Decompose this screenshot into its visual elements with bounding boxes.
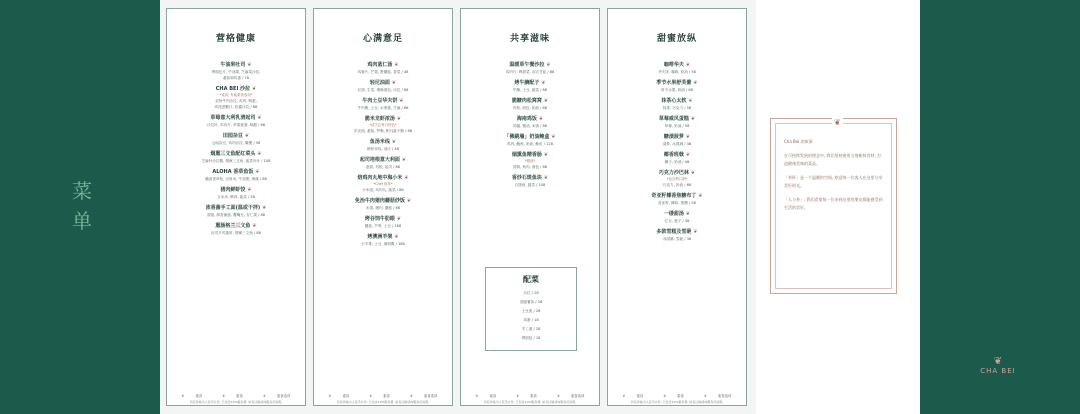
dish-name: 一缕甜汤 — [663, 211, 684, 217]
dish-description: 小羊排, 土豆, 薄荷酱 / 188 — [361, 242, 405, 246]
menu-item — [167, 168, 305, 182]
dish-description: 香肠, 鱼肉, 面包 / 88 — [512, 165, 548, 169]
intro-paragraph: 在可持续发展的理念中, 我们坚持使用当地新鲜食材, 打造健康美味的菜品。 — [784, 153, 882, 166]
side-title — [62, 176, 102, 236]
leaf-icon: ❦ — [406, 198, 412, 204]
menu-item-name-row — [461, 115, 599, 123]
legend-entry — [618, 394, 649, 398]
menu-item — [608, 151, 746, 165]
dish-description: 意面, 培根, 起司 / 88 — [365, 165, 401, 169]
intro-text — [776, 124, 891, 212]
legend-entry — [217, 394, 248, 398]
dish-name: 「佛跳墙」奶油鲍盒 — [504, 134, 550, 140]
legend-entry — [699, 394, 736, 398]
legend-label: 素食 — [636, 394, 644, 398]
leaf-icon: ❦ — [663, 394, 668, 398]
leaf-icon: ❦ — [262, 394, 267, 398]
legend-label: 素食 — [383, 394, 390, 398]
menu-item-name-row — [167, 150, 305, 158]
legend-label: 素食 — [342, 394, 350, 398]
menu-item-name-row — [608, 169, 746, 177]
menu-item — [167, 150, 305, 164]
price-footnote: 所有价格为人民币计价, 已包含10%服务费, 如有过敏请向服务员说明。 — [189, 400, 285, 404]
diet-legend — [608, 393, 746, 398]
dish-name: 巧克力沙巴林 — [658, 170, 689, 176]
menu-item — [167, 132, 305, 146]
leaf-icon: ❦ — [551, 134, 556, 140]
legend-entry — [658, 394, 689, 398]
dish-description: 吐司片鸡蛋饼, 烟熏三文鱼 / 88 — [211, 231, 261, 235]
leaf-icon: ❦ — [255, 169, 260, 175]
menu-item-name-row — [314, 115, 452, 123]
menu-item — [314, 79, 452, 93]
dish-description: 鸡肉片, 烤甜菜, 羽衣甘蓝 / 88 — [505, 70, 555, 74]
menu-item — [314, 233, 452, 247]
menu-item — [461, 79, 599, 93]
dish-description: 蘑菇, 芦笋, 土豆 / 168 — [364, 224, 402, 228]
dish-name: 温暖草午餐沙拉 — [509, 62, 545, 68]
logo-text: CHA BEI — [980, 367, 1016, 375]
leaf-icon: ❦ — [556, 394, 561, 398]
diet-legend — [461, 393, 599, 398]
menu-item — [167, 186, 305, 200]
dish-description: 椰子, 奶油 / 48 — [664, 160, 690, 164]
menu-item — [461, 151, 599, 170]
leaf-icon: ❦ — [622, 394, 627, 398]
legend-entry — [177, 394, 208, 398]
dish-description: 石斑鱼, 蔬菜 / 108 — [514, 183, 546, 187]
menu-item — [314, 215, 452, 229]
leaf-icon: ❦ — [516, 394, 521, 398]
menu-items — [167, 61, 305, 240]
menu-item-name-row — [608, 228, 746, 236]
side-title-char: 单 — [72, 209, 92, 233]
dish-description: 云南杂豆, 鸡肉沙拉, 橄榄 / 58 — [211, 141, 261, 145]
legend-entry — [324, 394, 355, 398]
dish-name: 轻尼油面 — [369, 80, 390, 86]
dish-name: 咖啡华夫 — [663, 62, 684, 68]
dish-name: ALOHA 香草鱼饭 — [212, 169, 254, 175]
dish-name: 鱼汤米线 — [369, 139, 390, 145]
menu-item-name-row — [167, 204, 305, 212]
leaf-icon: ❦ — [369, 394, 374, 398]
panel-title: 共享滋味 — [509, 34, 550, 44]
menu-item-name-row — [314, 138, 452, 146]
menu-panel-dessert — [607, 8, 747, 406]
menu-item — [314, 138, 452, 152]
menu-item-name-row — [167, 114, 305, 122]
panel-title: 营格健康 — [215, 34, 256, 44]
menu-item-name-row — [167, 168, 305, 176]
menu-item-name-row — [167, 61, 305, 69]
leaf-icon: ❦ — [399, 98, 404, 104]
legend-entry — [405, 394, 442, 398]
menu-item — [608, 97, 746, 111]
menu-item — [314, 97, 452, 111]
menu-item — [314, 61, 452, 75]
side-dish: 沙拉 / 28 — [523, 291, 539, 295]
menu-item-name-row — [314, 156, 452, 164]
side-dish: 鸡蛋 / 18 — [523, 318, 539, 322]
dish-description: 贝壳面, 番茄, 罗勒, 帕马森干酪 / 88 — [353, 129, 413, 133]
dish-description: 红豆, 莲子 / 38 — [664, 219, 690, 223]
dish-description: 芝麻叶沙拉酱, 烟熏三文鱼, 菠菜叶汁 / 108 — [201, 159, 271, 163]
dish-description: 鲜虾米线, 汤汁 / 48 — [367, 147, 399, 151]
legend-entry — [364, 394, 395, 398]
menu-item — [167, 61, 305, 81]
menu-item — [608, 228, 746, 242]
leaf-icon: ❦ — [181, 394, 186, 398]
leaf-icon: ❦ — [394, 234, 399, 240]
leaf-icon: ❦ — [247, 187, 252, 193]
panel-title: 心满意足 — [362, 34, 403, 44]
menu-item — [461, 97, 599, 111]
leaf-icon: ❦ — [546, 62, 551, 68]
dish-description: 牛腩, 土豆, 蔬菜 / 88 — [512, 88, 548, 92]
dish-name: 田园杂豆 — [222, 133, 243, 139]
menu-item — [167, 222, 305, 236]
leaf-icon: ❦ — [396, 216, 402, 222]
menu-item-name-row — [167, 186, 305, 194]
dish-name: 抹茶心太软 — [661, 98, 687, 104]
leaf-icon: ❦ — [543, 175, 549, 181]
menu-item-name-row — [608, 210, 746, 218]
dish-name: 椰香班戟 — [663, 152, 684, 158]
dish-description: 双份牛肉沙拉, 鸡肉, 鸭蛋, — [215, 99, 257, 103]
side-dish: 烤面包 / 18 — [521, 336, 541, 340]
dish-name: 海南鸡饭 — [516, 116, 537, 122]
menu-panel-sharing — [460, 8, 600, 406]
dish-name: 草莓意大利乳清起司 — [210, 115, 256, 121]
menu-item-name-row — [608, 79, 746, 87]
leaf-icon: ❦ — [698, 193, 703, 199]
dish-description: 鸡腿, 酱油, 米饭 / 88 — [512, 124, 548, 128]
menu-item-name-row — [608, 97, 746, 105]
dish-name: 糖渍菠萝 — [663, 134, 684, 140]
menu-item — [314, 197, 452, 211]
dish-name: 起司培根意大利面 — [359, 157, 400, 163]
dish-description: 鸡尾酒酱汁, 松露沙拉 / 88 — [214, 105, 258, 109]
menu-item — [608, 133, 746, 147]
dish-description: 巧克力, 奶油 / 68 — [662, 183, 692, 187]
menu-items — [608, 61, 746, 246]
leaf-icon: ❦ — [703, 394, 708, 398]
dish-name: 奇亚籽椰香焦糖布丁 — [651, 193, 697, 199]
leaf-icon: ❦ — [685, 62, 691, 68]
side-title-char: 菜 — [72, 179, 92, 203]
intro-paragraph: 「茶杯」是一个温暖的空间, 欢迎每一位客人在这里分享美好时光。 — [784, 175, 883, 188]
dish-description: 时令水果, 奶油 / 68 — [661, 88, 693, 92]
menu-items — [461, 61, 599, 192]
leaf-icon: ❦ — [257, 151, 262, 157]
menu-item — [461, 61, 599, 75]
dish-description: 番茄和鸡蛋 / 78 — [222, 76, 250, 80]
diet-legend — [314, 393, 452, 398]
leaf-icon: ❦ — [409, 394, 414, 398]
dish-name: 浓香菌手工面(温或干拌) — [205, 205, 261, 211]
menu-item — [314, 174, 452, 193]
dish-name: 焙鸡肉丸地中海小米 — [357, 175, 403, 181]
cha-bei-logo — [968, 356, 1028, 375]
dish-description: 奇亚籽, 椰奶, 焦糖 / 58 — [658, 201, 696, 205]
dish-description: 抹茶, 巧克力 / 58 — [662, 106, 692, 110]
leaf-icon: ❦ — [685, 211, 691, 217]
price-footnote: 所有价格为人民币计价, 已包含10%服务费, 如有过敏请向服务员说明。 — [630, 400, 726, 404]
dish-note: *精选* — [524, 159, 536, 163]
leaf-icon: ❦ — [543, 152, 549, 158]
menu-item-name-row — [461, 174, 599, 182]
dish-name: 熏肠格兰三文鱼 — [215, 223, 251, 229]
legend-entry — [552, 394, 589, 398]
dish-name: 烤谷饲牛肋眼 — [364, 216, 395, 222]
menu-item-name-row — [314, 61, 452, 69]
leaf-icon: ❦ — [834, 118, 841, 127]
dish-name: 香炒石斑鱼块 — [511, 175, 542, 181]
dish-name: 多款雪糕及雪葩 — [656, 229, 692, 235]
intro-card-inner — [775, 118, 892, 289]
dish-description: 草莓, 奶油 / 58 — [664, 124, 690, 128]
panel-title: 甜蜜放纵 — [656, 34, 697, 44]
leaf-icon: ❦ — [328, 394, 333, 398]
menu-item — [167, 85, 305, 110]
legend-label: 素食 — [489, 394, 497, 398]
menu-item-name-row — [608, 133, 746, 141]
leaf-icon: ❦ — [404, 175, 409, 181]
price-footnote: 所有价格为人民币计价, 已包含10%服务费, 如有过敏请向服务员说明。 — [336, 400, 432, 404]
side-dish: 香脆薯条 / 28 — [519, 300, 543, 304]
menu-item-name-row — [167, 132, 305, 140]
leaf-icon: ❦ — [391, 139, 397, 145]
leaf-icon: ❦ — [475, 394, 480, 398]
dish-description: 面饭, 鲜香菌菇, 鹰嘴豆, 杏仁果 / 88 — [206, 213, 266, 217]
menu-item — [167, 114, 305, 128]
legend-label: 素食选项 — [570, 394, 585, 398]
menu-item-name-row — [461, 97, 599, 105]
leaf-icon: ❦ — [685, 134, 691, 140]
legend-entry — [471, 394, 502, 398]
menu-item-name-row — [608, 151, 746, 159]
menu-item — [608, 115, 746, 129]
menu-panel-healthy — [166, 8, 306, 406]
menu-item-name-row — [461, 61, 599, 69]
price-footnote: 所有价格为人民币计价, 已包含10%服务费, 如有过敏请向服务员说明。 — [483, 400, 579, 404]
side-dish: 土豆泥 / 28 — [521, 309, 541, 313]
legend-entry — [258, 394, 295, 398]
menu-item-name-row — [608, 192, 746, 200]
menu-item — [608, 192, 746, 206]
leaf-icon: ❦ — [693, 229, 698, 235]
menu-item-name-row — [314, 79, 452, 87]
dish-description: 华夫饼, 咖啡, 奶油 / 58 — [658, 70, 696, 74]
legend-label: 素食 — [195, 394, 203, 398]
side-dish: 手工面 / 28 — [521, 327, 541, 331]
dish-name: 牛油果吐司 — [220, 62, 246, 68]
dish-note: *素食, 有能素食选项* — [219, 93, 253, 97]
menu-item-name-row — [314, 233, 452, 241]
dish-name: CHA BEI 沙拉 — [215, 86, 251, 92]
dish-note: *Chef 推荐* — [373, 182, 393, 186]
leaf-icon: ❦ — [690, 170, 696, 176]
menu-item — [608, 79, 746, 93]
menu-item-name-row — [167, 85, 305, 93]
menu-item-name-row — [314, 174, 452, 182]
intro-card — [770, 118, 897, 294]
leaf-icon: ❦ — [252, 223, 257, 229]
menu-item-name-row — [461, 151, 599, 159]
dish-note: *请关注每日特色* — [369, 123, 397, 127]
legend-label: 素食 — [677, 394, 684, 398]
leaf-icon: ❦ — [262, 205, 267, 211]
menu-item — [167, 204, 305, 218]
leaf-icon: ❦ — [685, 152, 691, 158]
right-green-band — [920, 0, 1080, 414]
dish-description: 肉松, 面包, 奶油 / 68 — [512, 106, 548, 110]
dish-name: 烟熏三文鱼配红菜头 — [210, 151, 256, 157]
dish-name: 烟熏鱼精香肠 — [511, 152, 542, 158]
leaf-icon: ❦ — [252, 86, 257, 92]
menu-item-name-row — [167, 222, 305, 230]
leaf-icon: ❦ — [396, 116, 402, 122]
dish-description: 沙拉叶, 鸡肉片, 苹果意面, 味醋 / 68 — [206, 123, 266, 127]
menu-item — [608, 61, 746, 75]
leaf-icon: ❦ — [257, 115, 262, 121]
menu-item — [461, 115, 599, 129]
leaf-icon: ❦ — [538, 116, 544, 122]
intro-paragraph: Cha Bei 的故事 — [784, 139, 813, 144]
leaf-icon: ❦ — [690, 116, 696, 122]
leaf-icon: ❦ — [693, 80, 698, 86]
dish-description: 玉米米, 鸭肉, 菠菜 / 58 — [217, 195, 255, 199]
dish-description: 冰淇淋, 雪葩 / 38 — [662, 237, 692, 241]
legend-label: 素食 — [530, 394, 537, 398]
legend-entry — [511, 394, 542, 398]
dish-description: 长面, 生菜, 烟熏面包, 沙拉 / 68 — [357, 88, 409, 92]
dish-description: 菠萝, 冰淇淋 / 48 — [662, 142, 692, 146]
dish-description: 小米饭, 鸡肉丸, 蔬菜 / 88 — [362, 188, 404, 192]
dish-note: *包含利口酒* — [666, 177, 688, 181]
dish-description: 腌渍香草鱼, 豆角米, 牛油果, 海藻 / 88 — [205, 177, 267, 181]
leaf-icon: ❦ — [244, 133, 250, 139]
menu-item — [314, 115, 452, 134]
dish-name: 牛肉土豆华夫饼 — [362, 98, 398, 104]
dish-name: 鸡肉蓝仁汤 — [367, 62, 393, 68]
intro-paragraph: 「人与茶」, 我们希望每一位来到这里的朋友都能感受到生活的美好。 — [784, 197, 883, 210]
menu-item — [608, 210, 746, 224]
leaf-icon: ❦ — [541, 80, 546, 86]
sides-box — [485, 267, 577, 351]
legend-label: 素食 — [236, 394, 243, 398]
menu-item-name-row — [314, 97, 452, 105]
diet-legend — [167, 393, 305, 398]
dish-name: 脆米龙虾浓汤 — [364, 116, 395, 122]
dish-name: 季节水果舒芙蕾 — [656, 80, 692, 86]
menu-items — [314, 61, 452, 251]
legend-label: 素食选项 — [423, 394, 438, 398]
menu-item — [608, 169, 746, 188]
leaf-icon: ❦ — [222, 394, 227, 398]
menu-board — [160, 0, 756, 414]
dish-description: 牛肉酱, 土豆, 水煮蛋, 芝麻 / 68 — [357, 106, 409, 110]
menu-item — [461, 174, 599, 188]
leaf-icon: ❦ — [394, 62, 399, 68]
legend-label: 素食选项 — [717, 394, 732, 398]
leaf-icon: ❦ — [688, 98, 693, 104]
menu-item-name-row — [608, 61, 746, 69]
menu-item-name-row — [314, 197, 452, 205]
menu-item-name-row — [461, 133, 599, 141]
legend-label: 素食选项 — [276, 394, 291, 398]
dish-name: 免治牛肉猪肉蘑菇炒饭 — [354, 198, 405, 204]
leaf-icon: ❦ — [543, 98, 549, 104]
menu-item — [314, 156, 452, 170]
dish-name: 猪肉鲜虾饺 — [220, 187, 246, 193]
menu-item-name-row — [314, 215, 452, 223]
menu-item — [461, 133, 599, 147]
menu-panel-satisfying — [313, 8, 453, 406]
dish-name: 烤澳洲羊架 — [367, 234, 393, 240]
sides-title: 配菜 — [523, 275, 539, 284]
dish-name: 烤牛腩配子 — [514, 80, 540, 86]
leaf-icon: ❦ — [247, 62, 252, 68]
leaf-icon: ❦ — [391, 80, 397, 86]
menu-item-name-row — [461, 79, 599, 87]
dish-name: 脆糖肉松窝窝 — [511, 98, 542, 104]
dish-name: 草莓威风蛋糕 — [658, 116, 689, 122]
menu-item-name-row — [608, 115, 746, 123]
dish-description: 米饭, 猪肉, 蘑菇 / 68 — [365, 206, 401, 210]
leaf-icon: ❦ — [401, 157, 407, 163]
dish-description: 烤面包片, 牛油果, 芝麻菜沙拉, — [211, 70, 261, 74]
dish-description: 鸡肉, 鲍鱼, 奶油, 酥皮 / 128 — [507, 142, 553, 146]
leaf-icon: ❦ — [993, 356, 1003, 367]
dish-description: 鸡蓉片, 芒果, 野蘑菇, 香菜 / 48 — [357, 70, 409, 74]
